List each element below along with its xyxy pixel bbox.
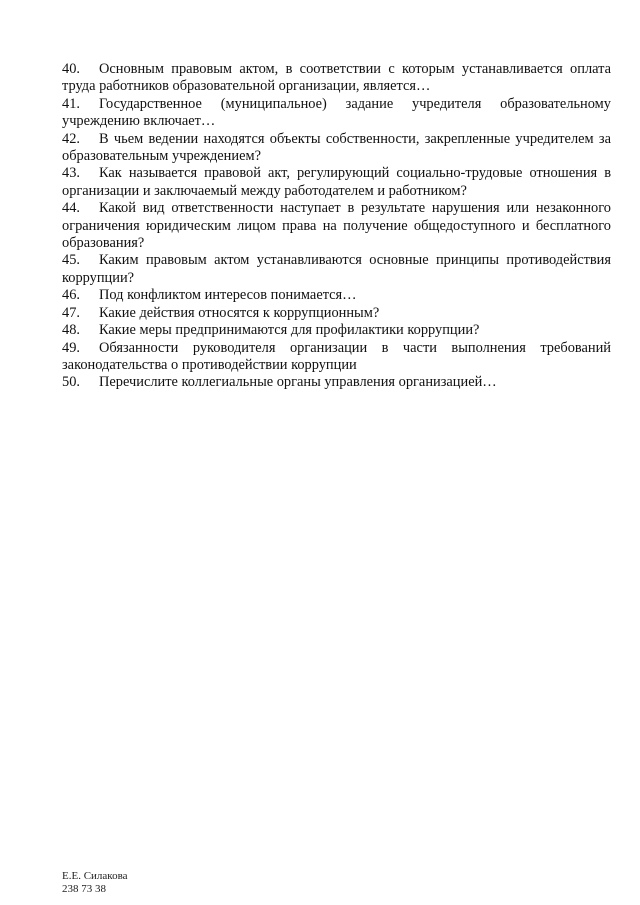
question-number: 48. [62, 322, 80, 339]
question-text: Под конфликтом интересов понимается… [99, 287, 357, 304]
footer-phone: 238 73 38 [62, 883, 106, 895]
footer-author: Е.Е. Силакова [62, 870, 128, 882]
question-text: Основным правовым актом, в соответствии с которым устанавливается оплата труда работников образовательной организации, является… [62, 61, 611, 95]
question-item-42 [62, 131, 611, 166]
question-number: 50. [62, 374, 80, 391]
page-footer [62, 870, 128, 896]
question-item-44 [62, 200, 611, 252]
question-text: Обязанности руководителя организации в части выполнения требований законодательства о противодействии коррупции [62, 339, 611, 373]
question-item-46 [62, 287, 611, 304]
question-number: 41. [62, 95, 80, 112]
question-text: Какие меры предпринимаются для профилактики коррупции? [99, 322, 480, 339]
question-item-45 [62, 252, 611, 287]
question-text: Как называется правовой акт, регулирующий социально-трудовые отношения в организации и заключаемый между работодателем и работником? [62, 165, 611, 199]
question-text: Какие действия относятся к коррупционным? [99, 304, 380, 321]
question-item-48 [62, 322, 611, 339]
question-item-41 [62, 96, 611, 131]
question-number: 45. [62, 252, 80, 269]
question-item-49 [62, 340, 611, 375]
question-item-40 [62, 61, 611, 96]
question-text: Какой вид ответственности наступает в результате нарушения или незаконного ограничения юридическим лицом права на получение общедоступного и бесплатного образования? [62, 200, 611, 252]
question-list [62, 61, 611, 392]
question-number: 49. [62, 339, 80, 356]
question-number: 42. [62, 130, 80, 147]
question-text: Государственное (муниципальное) задание учредителя образовательному учреждению включает… [62, 95, 611, 130]
question-item-47 [62, 305, 611, 322]
question-text: В чьем ведении находятся объекты собственности, закрепленные учредителем за образовательным учреждением? [62, 130, 611, 165]
question-text: Перечислите коллегиальные органы управления организацией… [99, 374, 497, 391]
question-number: 40. [62, 61, 80, 77]
question-item-43 [62, 165, 611, 200]
question-number: 44. [62, 200, 80, 217]
question-number: 47. [62, 304, 80, 321]
question-text: Каким правовым актом устанавливаются основные принципы противодействия коррупции? [62, 252, 611, 286]
question-item-50 [62, 374, 611, 391]
question-number: 43. [62, 165, 80, 182]
question-number: 46. [62, 287, 80, 304]
